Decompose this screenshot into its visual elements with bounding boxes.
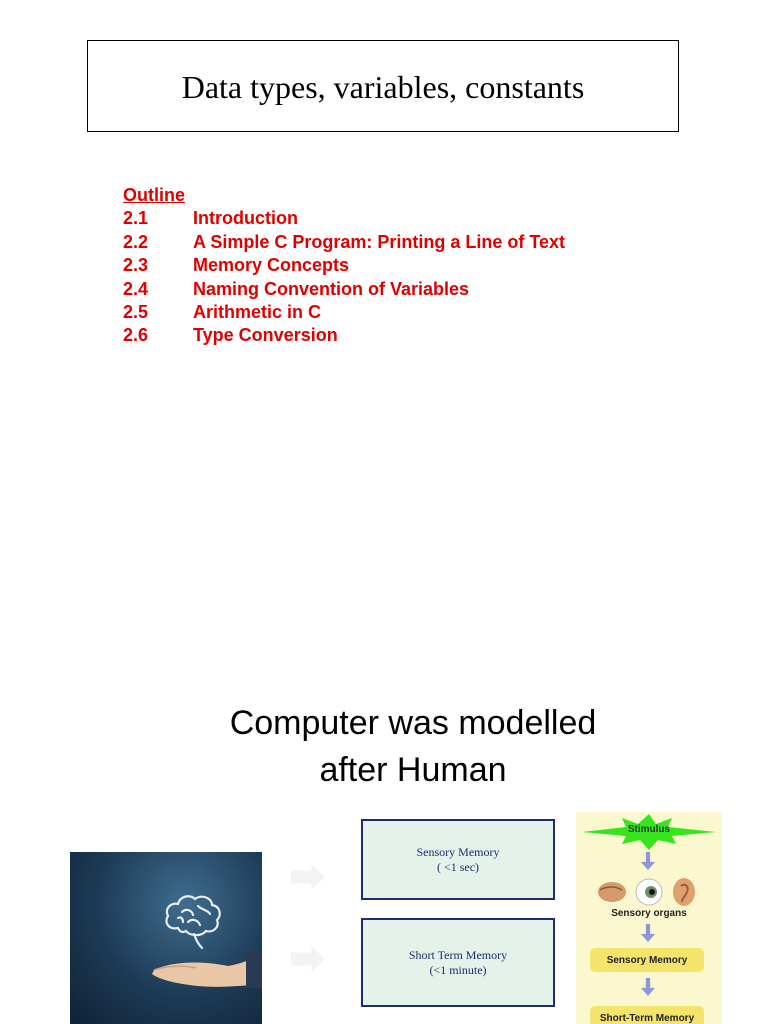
- sensory-organs-label: Sensory organs: [611, 908, 687, 919]
- ear-icon: [673, 878, 695, 906]
- outline-item-text: A Simple C Program: Printing a Line of Text: [193, 231, 566, 252]
- outline-item: [123, 278, 565, 301]
- outline-item-number: 2.2: [123, 231, 149, 252]
- slide2-title-line2: after Human: [319, 751, 507, 789]
- flow-sensory-memory-label: Sensory Memory: [606, 954, 688, 966]
- outline-item-number: 2.4: [123, 278, 149, 299]
- eye-icon: [636, 879, 662, 905]
- outline-item-number: 2.6: [123, 325, 149, 346]
- short-term-memory-box: [361, 918, 555, 1007]
- sensory-memory-label: Sensory Memory: [416, 844, 500, 859]
- flow-short-term-memory: [590, 1006, 704, 1024]
- outline-heading: Outline: [123, 185, 185, 205]
- sensory-memory-box: [361, 819, 555, 900]
- flow-sensory-memory: [590, 948, 704, 972]
- memory-flowchart: [576, 812, 722, 1024]
- sensory-memory-duration: ( <1 sec): [436, 859, 480, 874]
- slide-title-box: [87, 40, 679, 132]
- outline-item-text: Memory Concepts: [193, 255, 350, 276]
- connector-arrow: [291, 864, 325, 890]
- outline-item: [123, 324, 565, 347]
- outline-item-number: 2.1: [123, 208, 149, 229]
- outline-item: [123, 254, 565, 277]
- flow-short-term-memory-label: Short-Term Memory: [599, 1012, 695, 1024]
- short-term-memory-label: Short Term Memory: [408, 947, 508, 962]
- slide2-title: [0, 700, 768, 794]
- short-term-memory-duration: (<1 minute): [429, 962, 487, 977]
- outline-item-number: 2.5: [123, 302, 149, 323]
- flow-down-arrow: [641, 852, 655, 870]
- brain-hand-photo: [70, 852, 262, 1024]
- flow-down-arrow: [641, 924, 655, 942]
- slide-title: Data types, variables, constants: [181, 68, 585, 105]
- outline-item-text: Type Conversion: [193, 325, 338, 346]
- outline-item: [123, 207, 565, 230]
- flow-down-arrow: [641, 978, 655, 996]
- outline-item: [123, 301, 565, 324]
- brain-hand-illustration: [70, 852, 262, 1024]
- outline-item-text: Arithmetic in C: [193, 302, 322, 323]
- sensory-organs-icons: [576, 876, 722, 908]
- slide2-title-line1: Computer was modelled: [229, 704, 597, 742]
- hand-organ-icon: [598, 882, 626, 902]
- brain-icon: [166, 896, 219, 948]
- outline-item-text: Naming Convention of Variables: [193, 278, 470, 299]
- connector-arrow: [291, 946, 325, 972]
- stimulus-label: Stimulus: [627, 824, 671, 835]
- outline-item-text: Introduction: [193, 208, 298, 229]
- outline-item-number: 2.3: [123, 255, 149, 276]
- outline-list: [123, 184, 565, 348]
- outline-item: [123, 231, 565, 254]
- hand-icon: [152, 952, 262, 988]
